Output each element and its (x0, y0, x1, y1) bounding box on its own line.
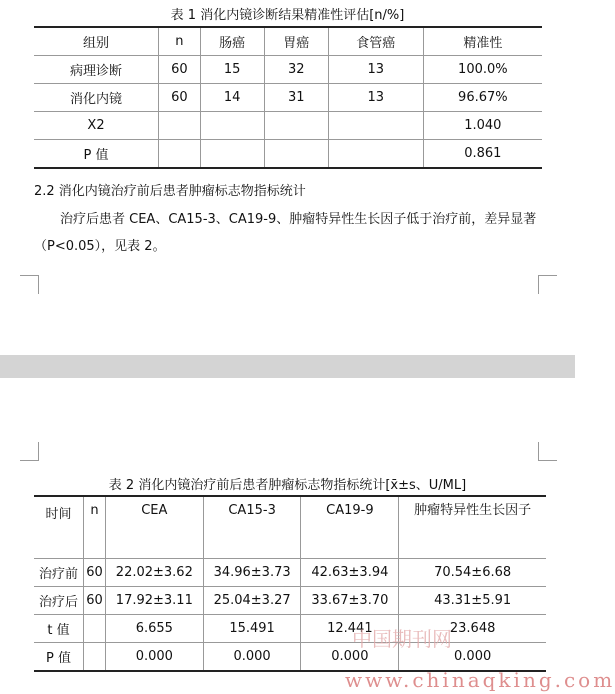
table2-cell: 23.648 (399, 615, 546, 643)
table1-cell: 32 (264, 56, 328, 84)
page-corner-mark (20, 442, 39, 461)
table1-cell: 14 (200, 84, 264, 112)
table1-cell: 60 (159, 56, 201, 84)
section-heading: 2.2 消化内镜治疗前后患者肿瘤标志物指标统计 (34, 184, 306, 199)
table1-cell (264, 140, 328, 169)
table1-cell (159, 140, 201, 169)
table1-cell: 100.0% (423, 56, 542, 84)
table2-row (34, 587, 546, 615)
table2-header-cell: CA19-9 (301, 496, 399, 559)
table2-cell: 0.000 (301, 643, 399, 672)
table1-header-cell: 食管癌 (328, 27, 423, 56)
watermark-site-url: www.chinaqking.com (345, 668, 615, 692)
table2-cell: 42.63±3.94 (301, 559, 399, 587)
table1-cell: P 值 (34, 140, 159, 169)
table2-cell: 43.31±5.91 (399, 587, 546, 615)
table2-cell: P 值 (34, 643, 83, 672)
page-corner-mark (538, 275, 557, 294)
table1-cell: 消化内镜 (34, 84, 159, 112)
table1-header-cell: 精准性 (423, 27, 542, 56)
table2-cell: 60 (83, 587, 105, 615)
table2-cell: 12.441 (301, 615, 399, 643)
table2-header-cell: CEA (105, 496, 203, 559)
section-paragraph: 治疗后患者 CEA、CA15-3、CA19-9、肿瘤特异性生长因子低于治疗前，差异显著（P<0.05），见表 2。 (34, 212, 537, 254)
page-gap (0, 355, 575, 378)
table1-cell: 13 (328, 56, 423, 84)
watermark-site-name: 中国期刊网 (352, 627, 452, 651)
page-corner-mark (538, 442, 557, 461)
table2-cell: 17.92±3.11 (105, 587, 203, 615)
table2-cell: 0.000 (399, 643, 546, 672)
table1-cell: 病理诊断 (34, 56, 159, 84)
table2-cell: 6.655 (105, 615, 203, 643)
table2-header-row (34, 496, 546, 559)
table2-cell: 治疗后 (34, 587, 83, 615)
table2-cell (83, 643, 105, 672)
table2-cell: 70.54±6.68 (399, 559, 546, 587)
table2-row (34, 615, 546, 643)
table2-cell: 治疗前 (34, 559, 83, 587)
table1-cell: 96.67% (423, 84, 542, 112)
table1-header-cell: n (159, 27, 201, 56)
table1-header-cell: 胃癌 (264, 27, 328, 56)
page-corner-mark (20, 275, 39, 294)
table1-cell: 31 (264, 84, 328, 112)
table1-row (34, 140, 542, 169)
table2-cell: 15.491 (203, 615, 301, 643)
table1-cell: 15 (200, 56, 264, 84)
table1-cell (200, 140, 264, 169)
table1-row (34, 84, 542, 112)
table1-cell: 0.861 (423, 140, 542, 169)
table1-row (34, 112, 542, 140)
table2-header-cell: CA15-3 (203, 496, 301, 559)
table2-cell: t 值 (34, 615, 83, 643)
table1 (34, 26, 542, 169)
table2-cell: 0.000 (105, 643, 203, 672)
table1-cell (264, 112, 328, 140)
table2-cell: 25.04±3.27 (203, 587, 301, 615)
table2-cell: 60 (83, 559, 105, 587)
table1-header-cell: 组别 (34, 27, 159, 56)
table2-cell: 22.02±3.62 (105, 559, 203, 587)
table1-cell: 60 (159, 84, 201, 112)
table1-header-row (34, 27, 542, 56)
table2-cell: 33.67±3.70 (301, 587, 399, 615)
document-page-bottom (0, 378, 615, 694)
table2-header-cell: 肿瘤特异性生长因子 (399, 496, 546, 559)
table2-header-cell: n (83, 496, 105, 559)
table2-cell (83, 615, 105, 643)
table1-cell (200, 112, 264, 140)
table2-caption: 表 2 消化内镜治疗前后患者肿瘤标志物指标统计[x̄±s、U/ML] (108, 478, 467, 493)
table1-row (34, 56, 542, 84)
table2-cell: 0.000 (203, 643, 301, 672)
table2-cell: 34.96±3.73 (203, 559, 301, 587)
table1-caption: 表 1 消化内镜诊断结果精准性评估[n/%] (170, 8, 405, 23)
table2 (34, 495, 546, 672)
table1-cell: 13 (328, 84, 423, 112)
table1-cell: X2 (34, 112, 159, 140)
table1-cell (328, 112, 423, 140)
table1-cell (159, 112, 201, 140)
table2-row (34, 643, 546, 672)
table1-header-cell: 肠癌 (200, 27, 264, 56)
table2-header-cell: 时间 (34, 496, 83, 559)
table2-row (34, 559, 546, 587)
table1-cell (328, 140, 423, 169)
document-page-top (0, 0, 575, 355)
table1-cell: 1.040 (423, 112, 542, 140)
